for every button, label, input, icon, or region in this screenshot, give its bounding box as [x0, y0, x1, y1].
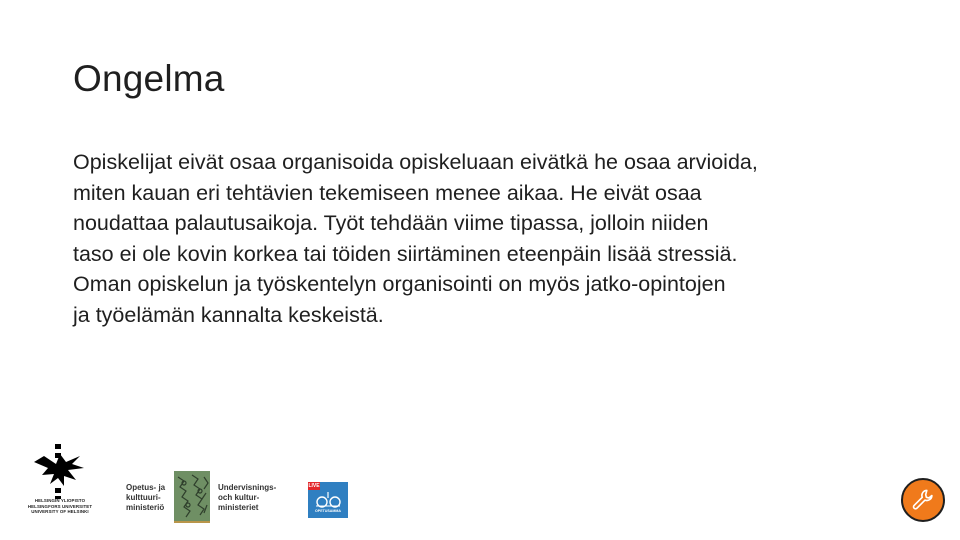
ministry-name-line: kulttuuri- — [126, 493, 161, 502]
wrench-icon — [910, 487, 936, 513]
ministry-name-line: Opetus- ja — [126, 483, 166, 492]
ministry-name-finnish — [126, 483, 176, 513]
university-name-line: UNIVERSITY OF HELSINKI — [31, 509, 89, 515]
ministry-name-line: ministeriet — [218, 503, 259, 512]
ministry-name-line: Undervisnings- — [218, 483, 277, 492]
university-name-text — [22, 498, 98, 515]
live-caption: OPETUSAMMA — [315, 509, 341, 513]
ministry-name-line: ministeriö — [126, 503, 165, 512]
university-name-line: HELSINGFORS UNIVERSITET — [27, 503, 93, 509]
tools-button[interactable] — [901, 478, 945, 522]
slide-body-text: Opiskelijat eivät osaa organisoida opiskeluaan eivätkä he osaa arvioida, miten kauan eri tehtävien tekemiseen menee aikaa. He eivät osaa noudattaa palautusaikoja. Työt tehdään viime tipassa, jolloin niiden taso ei ole kovin korkea tai töiden siirtäminen eteenpäin lisää stressiä. Oman opiskelun ja työskentelyn organisointi on myös jatko-opintojen ja työelämän kannalta keskeistä. — [73, 150, 758, 327]
ministry-name-line: och kultur- — [218, 493, 260, 502]
ministry-emblem-icon — [174, 471, 210, 523]
live-tag: LIVE — [308, 483, 320, 489]
slide-title: Ongelma — [73, 58, 225, 99]
university-name-line: HELSINGIN YLIOPISTO — [34, 498, 86, 503]
ministry-name-swedish — [218, 483, 288, 513]
